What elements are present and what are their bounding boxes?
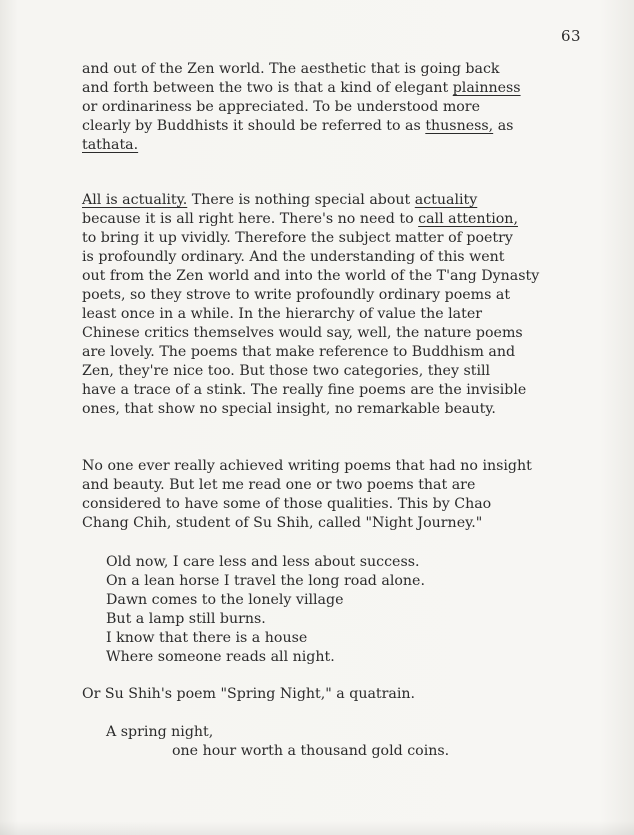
text-run: because it is all right here. There's no need to: [82, 211, 419, 227]
text-line: to bring it up vividly. Therefore the subject matter of poetry: [82, 230, 513, 246]
text-run: and forth between the two is that a kind of elegant: [82, 80, 453, 96]
text-line: [82, 136, 602, 155]
text-run: There is nothing special about: [187, 192, 415, 208]
text-line: No one ever really achieved writing poems that had no insight: [82, 458, 532, 474]
text-line: [82, 210, 602, 229]
text-line: or ordinariness be appreciated. To be understood more: [82, 99, 480, 115]
text-line: ones, that show no special insight, no remarkable beauty.: [82, 401, 496, 417]
poem-line: A spring night,: [106, 724, 214, 740]
text-run: as: [493, 118, 514, 134]
text-line: Zen, they're nice too. But those two categories, they still: [82, 363, 491, 379]
underlined-thusness: thusness,: [425, 118, 494, 134]
poem-line: Old now, I care less and less about success.: [106, 554, 420, 570]
text-line: [82, 117, 602, 136]
paragraph-spring-night-intro: [82, 685, 602, 704]
poem-line: Where someone reads all night.: [106, 649, 335, 665]
text-line: and beauty. But let me read one or two poems that are: [82, 477, 476, 493]
poem-line: But a lamp still burns.: [106, 611, 266, 627]
paragraph-actuality: [82, 191, 602, 419]
poem-line: On a lean horse I travel the long road alone.: [106, 573, 425, 589]
poem-line: one hour worth a thousand gold coins.: [172, 743, 450, 759]
text-line: poets, so they strove to write profoundly ordinary poems at: [82, 287, 511, 303]
page-edge-shadow: [0, 821, 634, 835]
paragraph-no-insight: [82, 457, 602, 533]
text-line: least once in a while. In the hierarchy of value the later: [82, 306, 483, 322]
page-number: 63: [561, 27, 582, 45]
underlined-plainness: plainness: [452, 80, 521, 96]
underlined-call-attention: call attention,: [418, 211, 518, 227]
text-line: [82, 79, 602, 98]
text-line: are lovely. The poems that make reference to Buddhism and: [82, 344, 516, 360]
text-line: [82, 191, 602, 210]
text-line: have a trace of a stink. The really fine poems are the invisible: [82, 382, 527, 398]
poem-line: I know that there is a house: [106, 630, 308, 646]
text-line: and out of the Zen world. The aesthetic that is going back: [82, 61, 500, 77]
text-line: Or Su Shih's poem "Spring Night," a quatrain.: [82, 686, 416, 702]
underlined-all-is-actuality: All is actuality.: [82, 192, 188, 208]
poem-spring-night: [106, 723, 626, 761]
text-line: considered to have some of those qualities. This by Chao: [82, 496, 492, 512]
underlined-actuality: actuality: [414, 192, 478, 208]
paragraph-aesthetic: [82, 60, 602, 155]
text-line: Chinese critics themselves would say, well, the nature poems: [82, 325, 523, 341]
text-line: is profoundly ordinary. And the understanding of this went: [82, 249, 505, 265]
text-line: out from the Zen world and into the world of the T'ang Dynasty: [82, 268, 540, 284]
underlined-tathata: tathata.: [82, 137, 139, 153]
text-run: clearly by Buddhists it should be referred to as: [82, 118, 426, 134]
poem-line: Dawn comes to the lonely village: [106, 592, 344, 608]
poem-night-journey: [106, 553, 626, 667]
text-line: Chang Chih, student of Su Shih, called "Night Journey.": [82, 515, 483, 531]
